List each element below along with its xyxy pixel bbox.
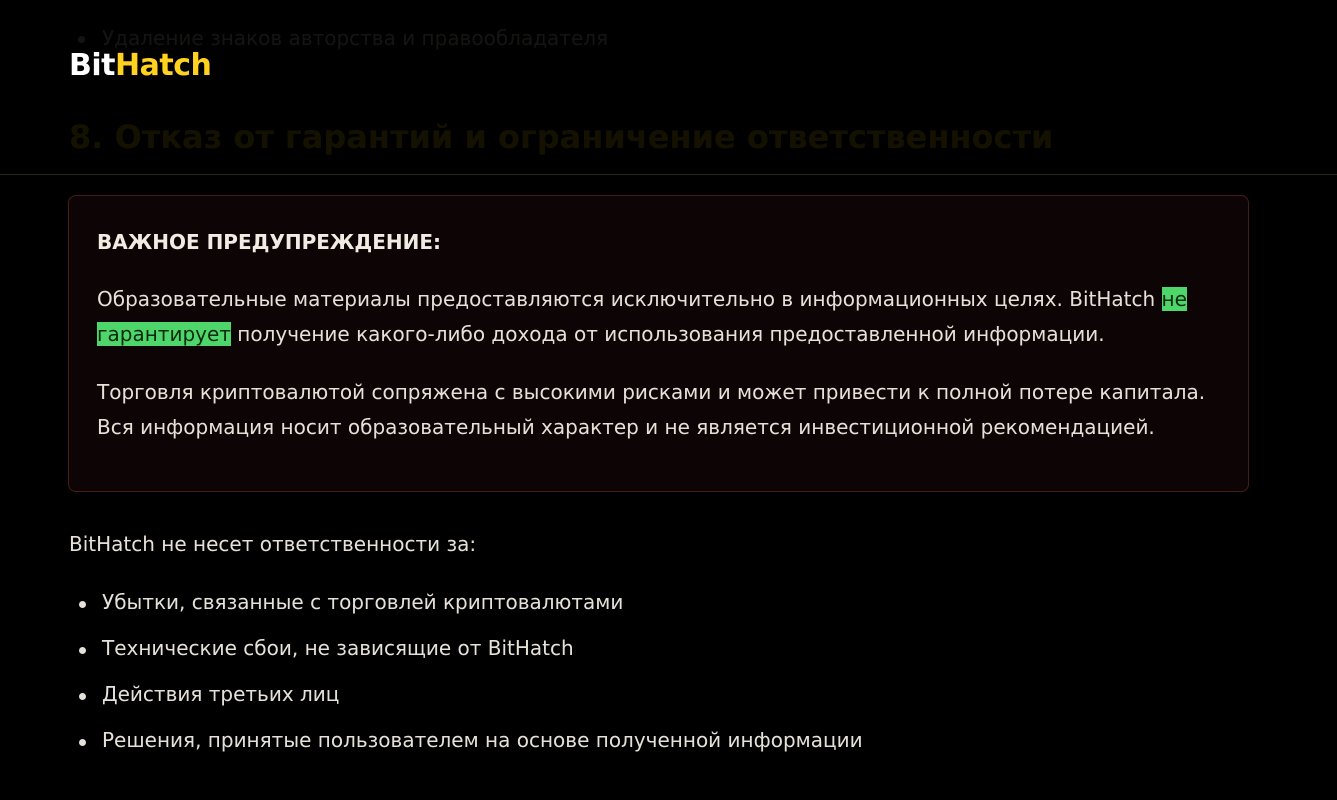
warning-box [68, 195, 1249, 492]
logo-text-hatch: Hatch [115, 48, 212, 83]
list-item: Действия третьих лиц [102, 682, 340, 706]
list-item: Технические сбои, не зависящие от BitHatch [102, 636, 574, 660]
warning-paragraph-1 [97, 282, 1217, 352]
warning-text: получение какого-либо дохода от использования предоставленной информации. [230, 322, 1105, 346]
logo[interactable] [69, 48, 211, 83]
list-item: Убытки, связанные с торговлей криптовалютами [102, 590, 624, 614]
warning-text: Образовательные материалы предоставляются исключительно в информационных целях. BitHatch [97, 287, 1162, 311]
warning-paragraph-2: Торговля криптовалютой сопряжена с высокими рисками и может привести к полной потере капитала. Вся информация носит образовательный характер и не является инвестиционной рекомендацией. [97, 380, 1206, 439]
highlighted-text: не гарантирует [97, 287, 1187, 346]
list-item: Решения, принятые пользователем на основе полученной информации [102, 728, 863, 752]
warning-title: ВАЖНОЕ ПРЕДУПРЕЖДЕНИЕ: [97, 230, 442, 254]
liability-intro: BitHatch не несет ответственности за: [69, 532, 477, 556]
site-header [0, 0, 1337, 175]
logo-text-bit: Bit [69, 48, 115, 83]
